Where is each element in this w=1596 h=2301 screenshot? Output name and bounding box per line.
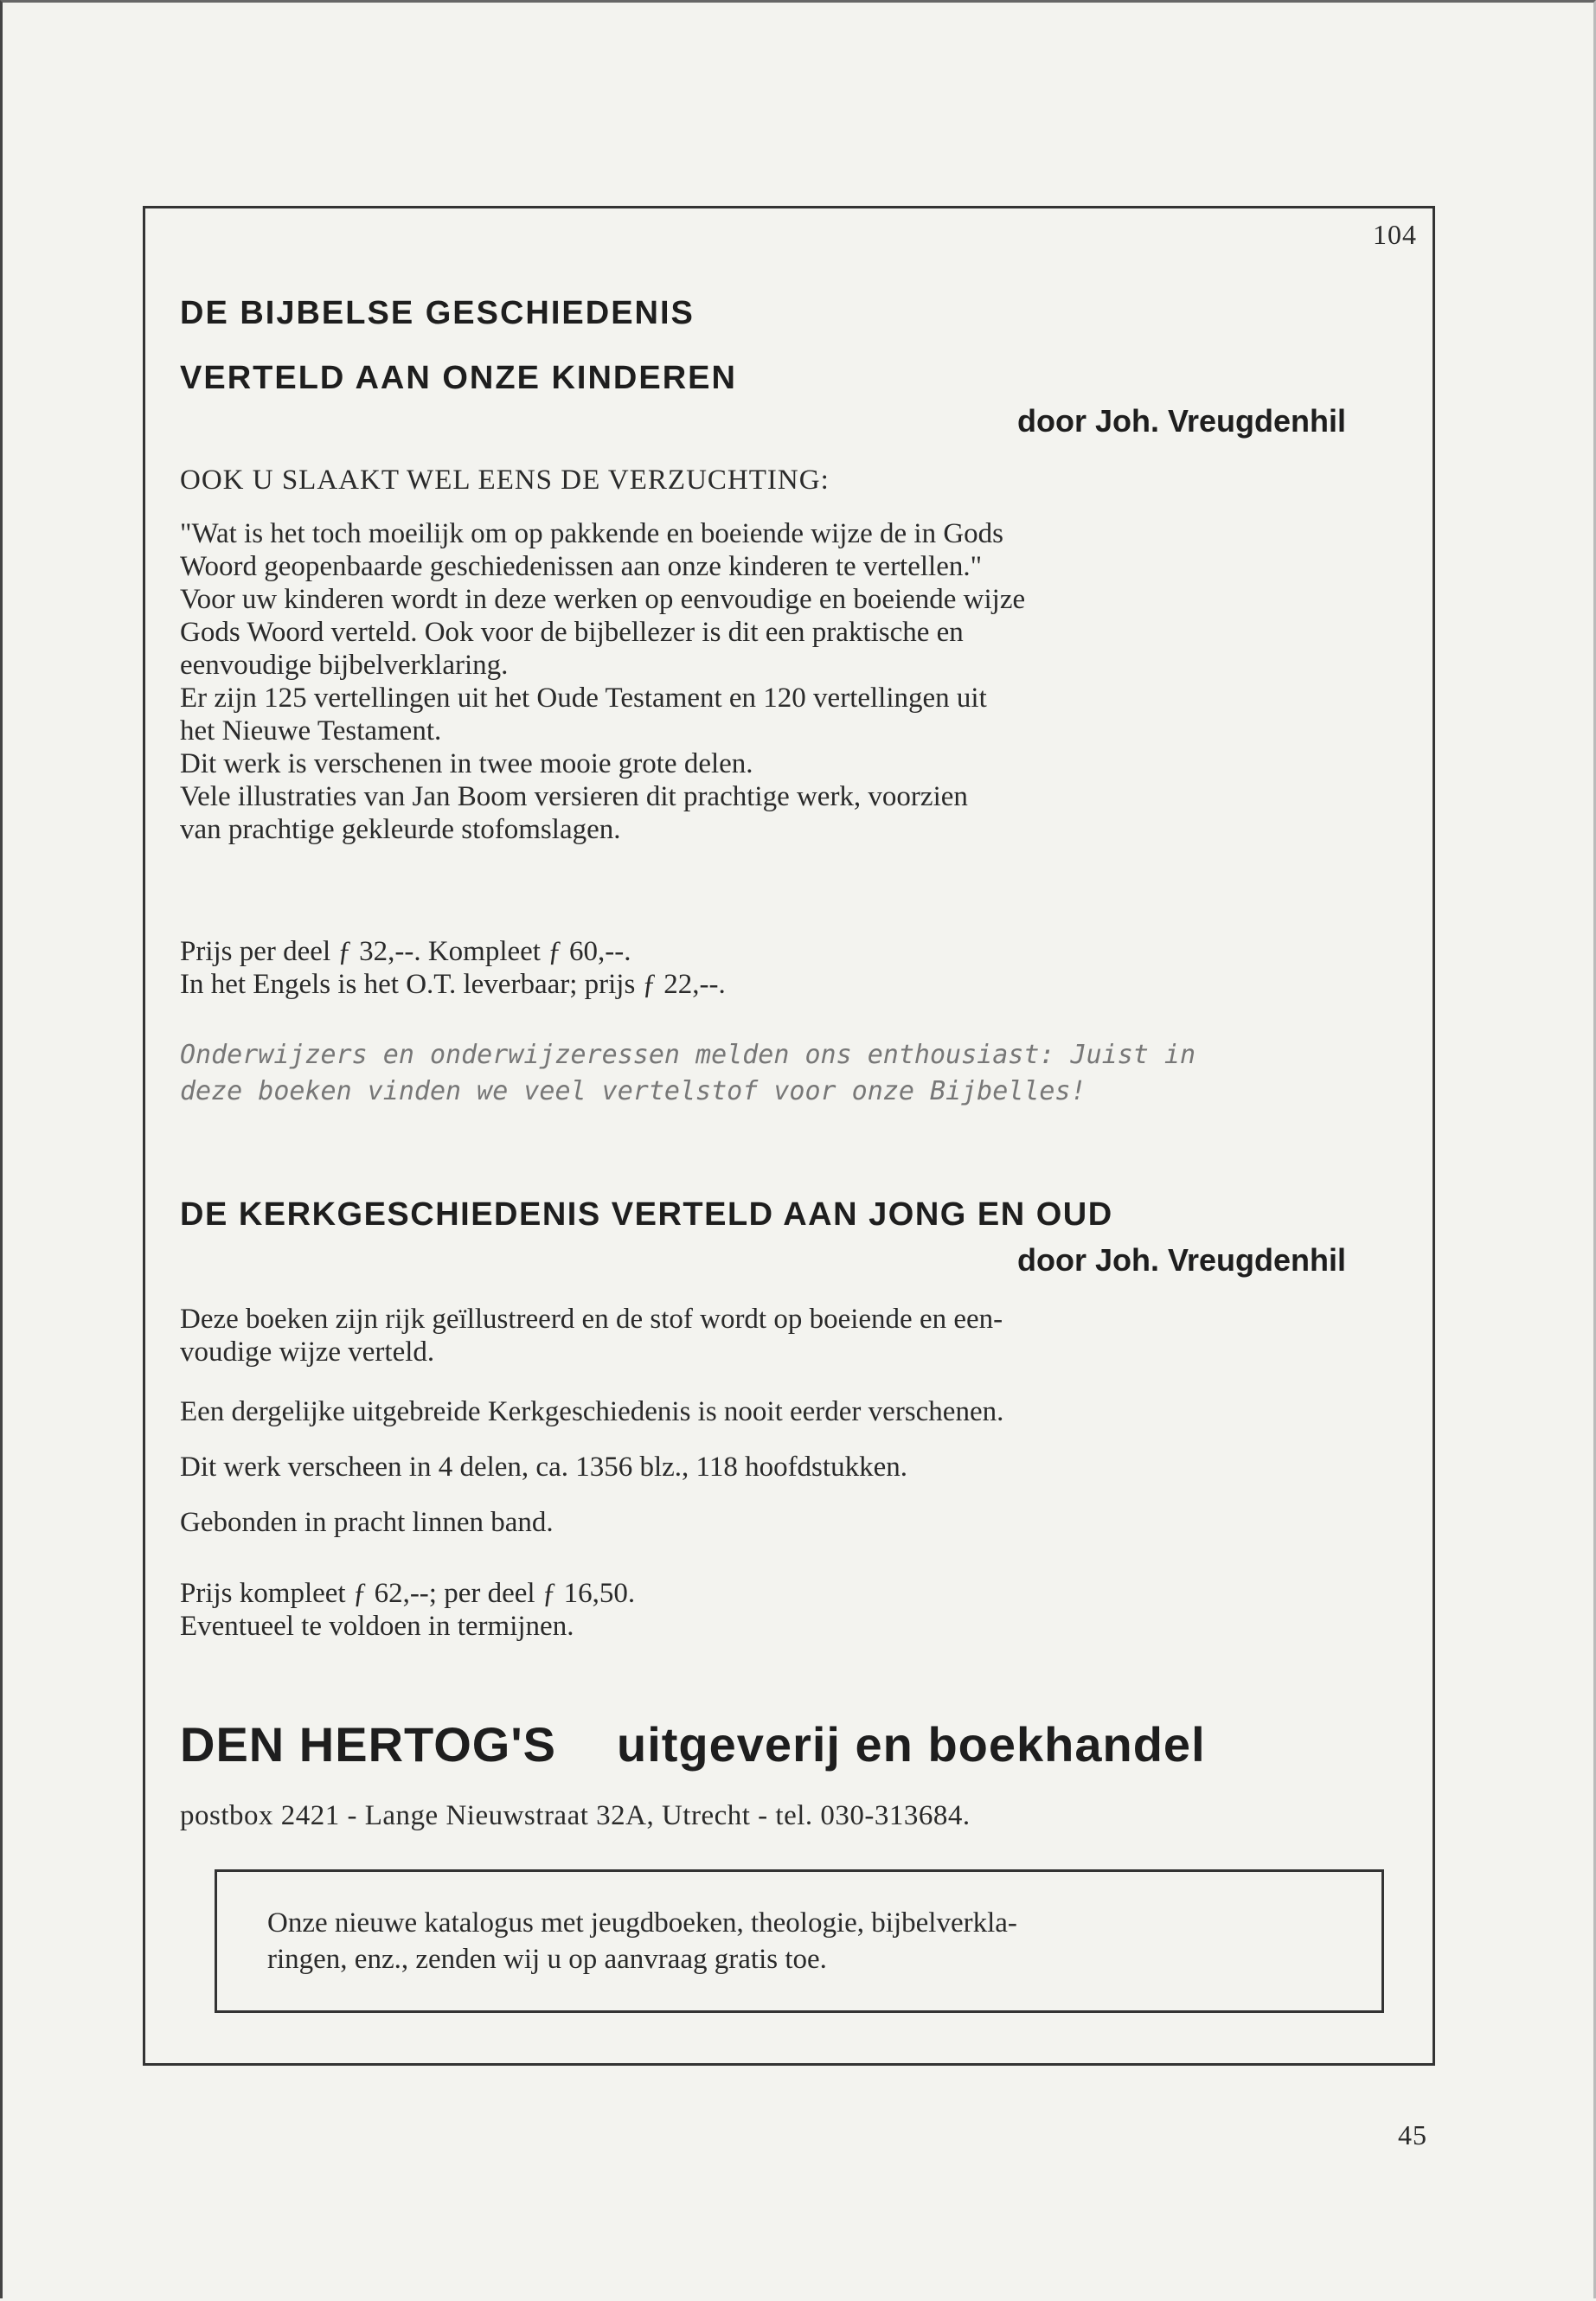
body-line: "Wat is het toch moeilijk om op pakkende en boeiende wijze de in Gods xyxy=(180,518,1003,549)
body-line: eenvoudige bijbelverklaring. xyxy=(180,650,509,681)
publisher-name: DEN HERTOG'S xyxy=(180,1717,557,1772)
publisher-subtitle: uitgeverij en boekhandel xyxy=(617,1717,1206,1772)
page-number-top: 104 xyxy=(1373,219,1417,250)
section1-title-line2: VERTELD AAN ONZE KINDEREN xyxy=(180,360,737,396)
testimonial-line: deze boeken vinden we veel vertelstof voor onze Bijbelles! xyxy=(180,1076,1086,1106)
body-line: het Nieuwe Testament. xyxy=(180,715,442,747)
body-line: voudige wijze verteld. xyxy=(180,1336,435,1368)
testimonial-line: Onderwijzers en onderwijzeressen melden ons enthousiast: Juist in xyxy=(180,1040,1195,1070)
price-line: In het Engels is het O.T. leverbaar; prijs ƒ 22,--. xyxy=(180,969,726,1000)
section1-price xyxy=(180,935,1391,1001)
publisher-address: postbox 2421 - Lange Nieuwstraat 32A, Utrecht - tel. 030-313684. xyxy=(180,1800,971,1831)
section2-line2: Een dergelijke uitgebreide Kerkgeschiedenis is nooit eerder verschenen. xyxy=(180,1396,1004,1427)
section2-title: DE KERKGESCHIEDENIS VERTELD AAN JONG EN OUD xyxy=(180,1196,1113,1233)
catalog-notice-text xyxy=(267,1905,1357,1977)
section2-line3: Dit werk verscheen in 4 delen, ca. 1356 blz., 118 hoofdstukken. xyxy=(180,1452,907,1483)
section1-intro: OOK U SLAAKT WEL EENS DE VERZUCHTING: xyxy=(180,465,830,496)
publisher-heading xyxy=(180,1716,1206,1772)
section2-body xyxy=(180,1303,1391,1368)
section2-author: door Joh. Vreugdenhil xyxy=(1016,1242,1346,1278)
body-line: Voor uw kinderen wordt in deze werken op eenvoudige en boeiende wijze xyxy=(180,584,1026,615)
section2-line4: Gebonden in pracht linnen band. xyxy=(180,1507,554,1538)
price-line: Eventueel te voldoen in termijnen. xyxy=(180,1611,574,1642)
section1-author: door Joh. Vreugdenhil xyxy=(1016,403,1346,439)
advertisement-frame xyxy=(143,206,1435,2066)
section2-price xyxy=(180,1577,1391,1643)
notice-line: ringen, enz., zenden wij u op aanvraag gratis toe. xyxy=(267,1944,827,1975)
section1-body xyxy=(180,517,1391,846)
body-line: Woord geopenbaarde geschiedenissen aan onze kinderen te vertellen." xyxy=(180,551,983,582)
price-line: Prijs per deel ƒ 32,--. Kompleet ƒ 60,--. xyxy=(180,936,631,967)
price-line: Prijs kompleet ƒ 62,--; per deel ƒ 16,50. xyxy=(180,1578,636,1609)
section1-testimonial xyxy=(180,1037,1408,1110)
section1-title-line1: DE BIJBELSE GESCHIEDENIS xyxy=(180,295,695,331)
page-number-bottom: 45 xyxy=(1398,2119,1427,2150)
body-line: Er zijn 125 vertellingen uit het Oude Testament en 120 vertellingen uit xyxy=(180,683,987,714)
catalog-notice-box xyxy=(215,1869,1384,2013)
body-line: Deze boeken zijn rijk geïllustreerd en de stof wordt op boeiende en een- xyxy=(180,1304,1003,1335)
body-line: Gods Woord verteld. Ook voor de bijbellezer is dit een praktische en xyxy=(180,617,964,648)
notice-line: Onze nieuwe katalogus met jeugdboeken, theologie, bijbelverkla- xyxy=(267,1907,1017,1939)
body-line: Vele illustraties van Jan Boom versieren dit prachtige werk, voorzien xyxy=(180,781,968,812)
body-line: van prachtige gekleurde stofomslagen. xyxy=(180,814,621,845)
body-line: Dit werk is verschenen in twee mooie grote delen. xyxy=(180,748,753,779)
